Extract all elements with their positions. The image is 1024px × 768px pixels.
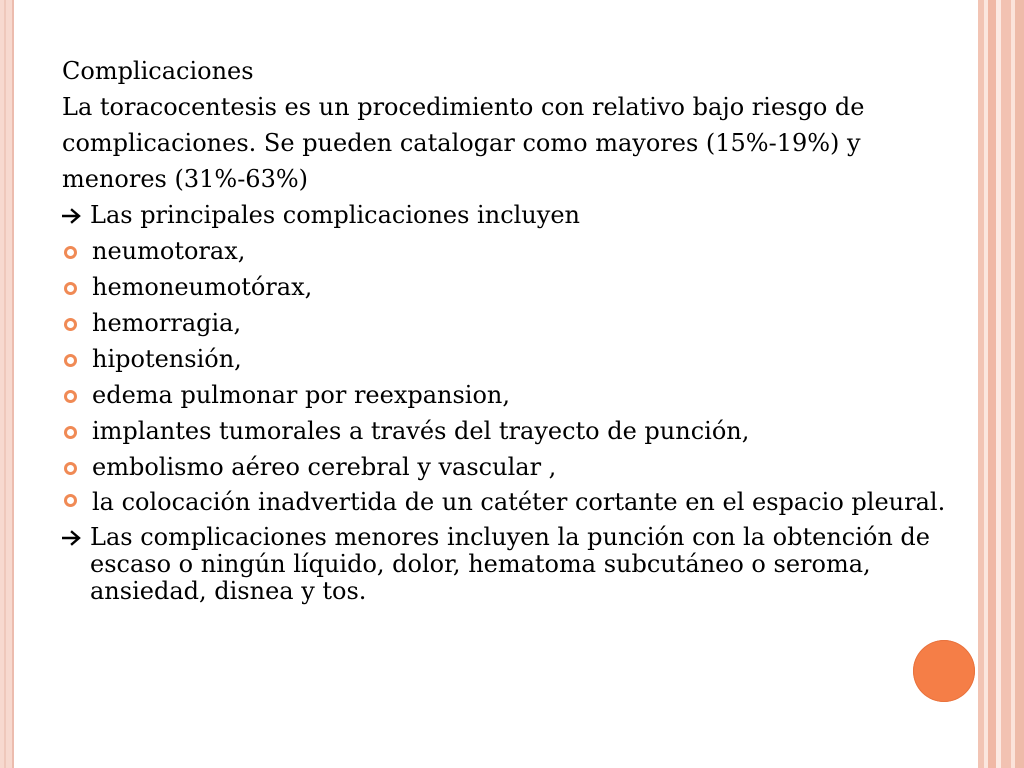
stripe xyxy=(988,0,996,768)
list-item-text: implantes tumorales a través del trayecto de punción, xyxy=(92,417,750,445)
ring-bullet-icon xyxy=(64,318,77,331)
right-arrow-icon xyxy=(62,197,90,233)
list-item xyxy=(62,305,962,341)
list-item xyxy=(62,377,962,413)
ring-bullet-icon xyxy=(64,354,77,367)
list-item-text: hemoneumotórax, xyxy=(92,273,313,301)
list-item xyxy=(62,449,962,485)
ring-bullet-icon xyxy=(64,494,77,507)
list-item-text: la colocación inadvertida de un catéter cortante en el espacio pleural. xyxy=(92,488,946,516)
list-item xyxy=(62,413,962,449)
main-heading-text: Las principales complicaciones incluyen xyxy=(90,201,580,229)
ring-bullet-icon xyxy=(64,426,77,439)
list-item xyxy=(62,341,962,377)
list-item-text: hemorragia, xyxy=(92,309,242,337)
ring-bullet-icon xyxy=(64,246,77,259)
intro-line: La toracocentesis es un procedimiento con relativo bajo riesgo de xyxy=(62,93,865,121)
minor-complications-text: Las complicaciones menores incluyen la punción con la obtención de escaso o ningún líquido, dolor, hematoma subcutáneo o seroma, ansiedad, disnea y tos. xyxy=(90,523,930,605)
main-heading xyxy=(62,197,962,233)
list-item xyxy=(62,269,962,305)
slide-title: Complicaciones xyxy=(62,57,254,85)
stripe xyxy=(1015,0,1024,768)
list-item-text: edema pulmonar por reexpansion, xyxy=(92,381,511,409)
stripe xyxy=(1001,0,1011,768)
orange-circle-decoration xyxy=(913,640,975,702)
list-item xyxy=(62,233,962,269)
list-item-text: embolismo aéreo cerebral y vascular , xyxy=(92,453,557,481)
list-item-text: hipotensión, xyxy=(92,345,242,373)
right-arrow-icon xyxy=(62,524,90,552)
list-item xyxy=(62,485,962,520)
list-item-text: neumotorax, xyxy=(92,237,246,265)
ring-bullet-icon xyxy=(64,462,77,475)
left-border-frame xyxy=(0,0,14,768)
ring-bullet-icon xyxy=(64,282,77,295)
intro-line: menores (31%-63%) xyxy=(62,165,309,193)
minor-complications xyxy=(62,524,962,605)
ring-bullet-icon xyxy=(64,390,77,403)
intro-line: complicaciones. Se pueden catalogar como mayores (15%-19%) y xyxy=(62,129,861,157)
slide-content xyxy=(62,53,962,605)
right-decorative-stripes xyxy=(978,0,1024,768)
complications-list xyxy=(62,233,962,520)
